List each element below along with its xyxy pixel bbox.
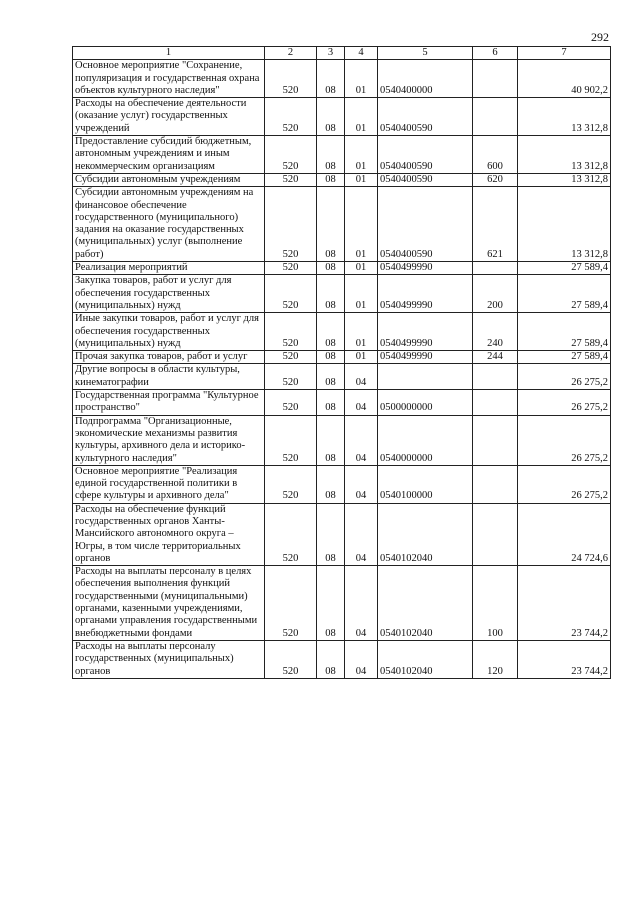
row-name: Основное мероприятие "Реализация единой государственной политики в сфере культуры и архивного дела"	[73, 465, 265, 503]
table-row	[73, 566, 611, 641]
row-grbs: 520	[265, 566, 317, 641]
row-amount: 23 744,2	[518, 566, 611, 641]
row-grbs: 520	[265, 364, 317, 390]
row-amount: 27 589,4	[518, 275, 611, 313]
row-target-article: 0540000000	[378, 415, 473, 465]
row-expense-type	[473, 390, 518, 416]
row-subsection: 04	[345, 364, 378, 390]
row-grbs: 520	[265, 275, 317, 313]
row-name: Субсидии автономным учреждениям	[73, 173, 265, 186]
table-row	[73, 262, 611, 275]
row-expense-type: 621	[473, 187, 518, 262]
table-row	[73, 415, 611, 465]
table-row	[73, 640, 611, 678]
row-target-article	[378, 364, 473, 390]
row-amount: 27 589,4	[518, 313, 611, 351]
row-subsection: 01	[345, 262, 378, 275]
row-target-article: 0540499990	[378, 313, 473, 351]
row-name: Расходы на выплаты персоналу государственных (муниципальных) органов	[73, 640, 265, 678]
row-grbs: 520	[265, 465, 317, 503]
page-number: 292	[591, 30, 609, 44]
row-expense-type: 100	[473, 566, 518, 641]
header-row	[73, 47, 611, 60]
table-row	[73, 275, 611, 313]
row-amount: 26 275,2	[518, 415, 611, 465]
row-section: 08	[317, 187, 345, 262]
row-name: Иные закупки товаров, работ и услуг для обеспечения государственных (муниципальных) нужд	[73, 313, 265, 351]
row-expense-type	[473, 503, 518, 565]
row-subsection: 01	[345, 187, 378, 262]
table-row	[73, 465, 611, 503]
header-col-3: 3	[317, 47, 345, 60]
row-expense-type	[473, 415, 518, 465]
row-name: Расходы на обеспечение функций государственных органов Ханты-Мансийского автономного округа – Югры, в том числе территориальных органов	[73, 503, 265, 565]
row-amount: 26 275,2	[518, 364, 611, 390]
row-amount: 13 312,8	[518, 187, 611, 262]
row-grbs: 520	[265, 640, 317, 678]
row-target-article: 0540400590	[378, 173, 473, 186]
row-target-article: 0540400590	[378, 136, 473, 174]
row-grbs: 520	[265, 313, 317, 351]
row-amount: 27 589,4	[518, 262, 611, 275]
row-name: Субсидии автономным учреждениям на финансовое обеспечение государственного (муниципального) задания на оказание государственных (муниципальных) услуг (выполнение работ)	[73, 187, 265, 262]
row-target-article: 0540499990	[378, 262, 473, 275]
row-amount: 13 312,8	[518, 136, 611, 174]
row-name: Реализация мероприятий	[73, 262, 265, 275]
row-section: 08	[317, 313, 345, 351]
row-section: 08	[317, 351, 345, 364]
row-amount: 26 275,2	[518, 465, 611, 503]
row-subsection: 01	[345, 313, 378, 351]
row-subsection: 04	[345, 415, 378, 465]
row-grbs: 520	[265, 136, 317, 174]
row-section: 08	[317, 98, 345, 136]
row-expense-type	[473, 262, 518, 275]
table-row	[73, 351, 611, 364]
row-expense-type: 244	[473, 351, 518, 364]
table-row	[73, 313, 611, 351]
table-row	[73, 503, 611, 565]
row-grbs: 520	[265, 60, 317, 98]
row-expense-type	[473, 465, 518, 503]
row-expense-type: 600	[473, 136, 518, 174]
row-expense-type: 200	[473, 275, 518, 313]
row-target-article: 0540400590	[378, 187, 473, 262]
row-section: 08	[317, 390, 345, 416]
row-section: 08	[317, 60, 345, 98]
row-amount: 40 902,2	[518, 60, 611, 98]
row-section: 08	[317, 503, 345, 565]
row-subsection: 04	[345, 640, 378, 678]
row-subsection: 01	[345, 98, 378, 136]
row-subsection: 01	[345, 351, 378, 364]
header-col-7: 7	[518, 47, 611, 60]
row-section: 08	[317, 465, 345, 503]
header-col-1: 1	[73, 47, 265, 60]
row-grbs: 520	[265, 98, 317, 136]
row-subsection: 04	[345, 503, 378, 565]
row-subsection: 04	[345, 465, 378, 503]
row-name: Государственная программа "Культурное пространство"	[73, 390, 265, 416]
row-name: Предоставление субсидий бюджетным, автономным учреждениям и иным некоммерческим организациям	[73, 136, 265, 174]
row-subsection: 01	[345, 275, 378, 313]
table-row	[73, 136, 611, 174]
row-target-article: 0540102040	[378, 503, 473, 565]
row-expense-type: 120	[473, 640, 518, 678]
row-amount: 26 275,2	[518, 390, 611, 416]
row-name: Закупка товаров, работ и услуг для обеспечения государственных (муниципальных) нужд	[73, 275, 265, 313]
row-name: Другие вопросы в области культуры, кинематографии	[73, 364, 265, 390]
table-row	[73, 390, 611, 416]
row-amount: 13 312,8	[518, 173, 611, 186]
row-amount: 23 744,2	[518, 640, 611, 678]
row-amount: 27 589,4	[518, 351, 611, 364]
row-grbs: 520	[265, 262, 317, 275]
row-expense-type	[473, 98, 518, 136]
header-col-6: 6	[473, 47, 518, 60]
header-col-4: 4	[345, 47, 378, 60]
table-row	[73, 187, 611, 262]
row-grbs: 520	[265, 415, 317, 465]
table-row	[73, 173, 611, 186]
row-section: 08	[317, 136, 345, 174]
budget-table	[72, 46, 611, 679]
row-amount: 13 312,8	[518, 98, 611, 136]
row-grbs: 520	[265, 173, 317, 186]
row-expense-type	[473, 364, 518, 390]
row-grbs: 520	[265, 503, 317, 565]
table-row	[73, 98, 611, 136]
row-name: Расходы на выплаты персоналу в целях обеспечения выполнения функций государственными (муниципальными) органами, казенными учреждениями, органами управления государственными внебюджетными фондами	[73, 566, 265, 641]
row-section: 08	[317, 275, 345, 313]
row-grbs: 520	[265, 187, 317, 262]
row-expense-type: 240	[473, 313, 518, 351]
row-target-article: 0540400590	[378, 98, 473, 136]
header-col-2: 2	[265, 47, 317, 60]
row-target-article: 0540100000	[378, 465, 473, 503]
row-section: 08	[317, 173, 345, 186]
row-subsection: 01	[345, 60, 378, 98]
row-subsection: 01	[345, 136, 378, 174]
row-target-article: 0540102040	[378, 640, 473, 678]
row-grbs: 520	[265, 390, 317, 416]
row-target-article: 0540499990	[378, 351, 473, 364]
row-amount: 24 724,6	[518, 503, 611, 565]
table-row	[73, 364, 611, 390]
row-target-article: 0500000000	[378, 390, 473, 416]
row-name: Подпрограмма "Организационные, экономические механизмы развития культуры, архивного дела и историко-культурного наследия"	[73, 415, 265, 465]
row-section: 08	[317, 415, 345, 465]
row-target-article: 0540400000	[378, 60, 473, 98]
table-row	[73, 60, 611, 98]
row-section: 08	[317, 262, 345, 275]
row-grbs: 520	[265, 351, 317, 364]
row-section: 08	[317, 364, 345, 390]
row-name: Расходы на обеспечение деятельности (оказание услуг) государственных учреждений	[73, 98, 265, 136]
row-expense-type: 620	[473, 173, 518, 186]
row-name: Прочая закупка товаров, работ и услуг	[73, 351, 265, 364]
row-subsection: 04	[345, 566, 378, 641]
row-target-article: 0540102040	[378, 566, 473, 641]
row-name: Основное мероприятие "Сохранение, популяризация и государственная охрана объектов культурного наследия"	[73, 60, 265, 98]
row-expense-type	[473, 60, 518, 98]
row-subsection: 01	[345, 173, 378, 186]
row-section: 08	[317, 566, 345, 641]
header-col-5: 5	[378, 47, 473, 60]
row-subsection: 04	[345, 390, 378, 416]
row-section: 08	[317, 640, 345, 678]
row-target-article: 0540499990	[378, 275, 473, 313]
